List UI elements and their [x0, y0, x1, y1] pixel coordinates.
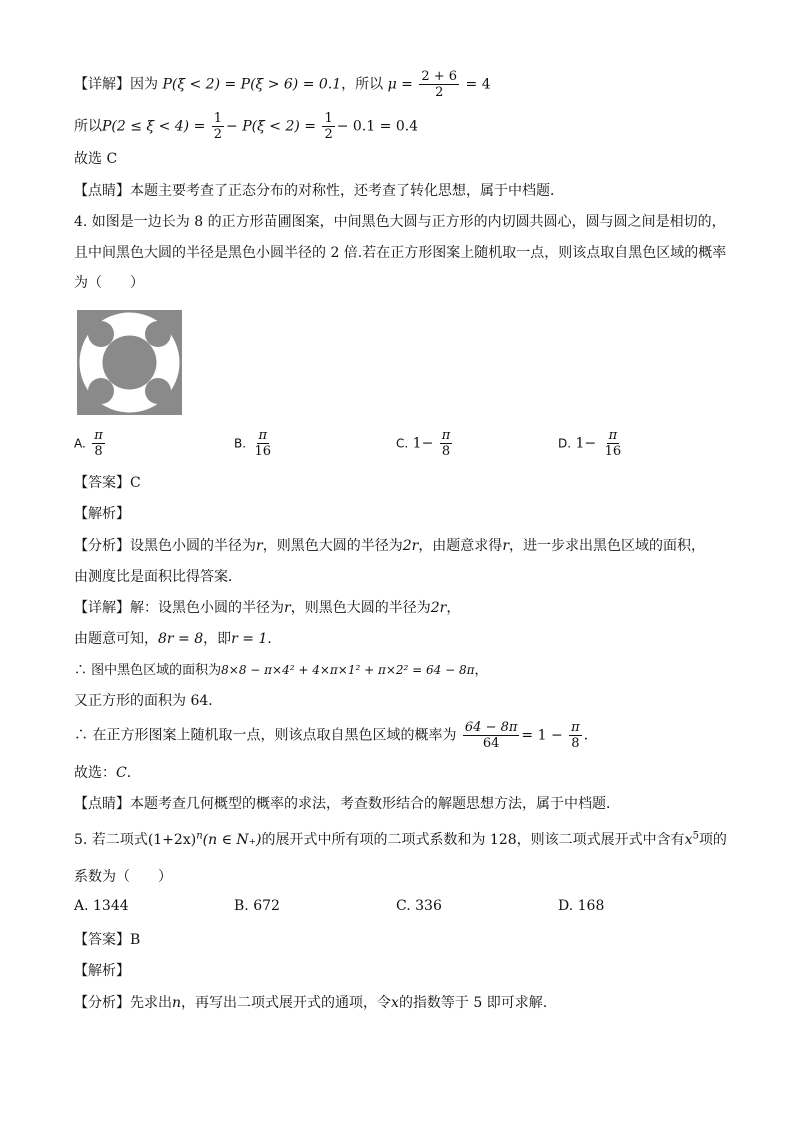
- comment-text: 本题主要考查了正态分布的对称性，还考查了转化思想，属于中档题．: [130, 183, 564, 199]
- option-b[interactable]: B. 672: [234, 898, 280, 914]
- question-4-line-1: 4. 如图是一边长为 8 的正方形苗圃图案，中间黑色大圆与正方形的内切圆共圆心，圆与圆之间是相切的，: [74, 214, 726, 230]
- garden-figure: [77, 310, 182, 415]
- choose-4-line: 故选：C．: [74, 765, 141, 781]
- detail-text: 因为: [130, 76, 158, 93]
- formula: − 0.1 = 0.4: [336, 118, 419, 135]
- comment-4-line: 【点睛】本题考查几何概型的概率的求法，考查数形结合的解题思想方法，属于中档题．: [74, 796, 620, 812]
- option-d[interactable]: D. 168: [558, 898, 605, 914]
- fraction: $\frac{1}{2}$: [324, 111, 333, 142]
- detail-4-line-3: ∴ 图中黑色区域的面积为8×8 − π×4² + 4×π×1² + π×2² = 64 − 8π，: [74, 663, 488, 678]
- formula: P(2 ≤ ξ < 4) =: [102, 118, 206, 135]
- choose-line: 故选 C: [74, 151, 118, 167]
- formula: μ =: [387, 76, 413, 93]
- comment-tag: 【点睛】: [74, 183, 130, 199]
- option-a[interactable]: A. $\frac{\pi}{8}$: [74, 428, 103, 459]
- analysis-tag: 【解析】: [74, 506, 130, 522]
- option-d[interactable]: D. 1− $\frac{\pi}{16}$: [558, 428, 622, 459]
- detail-text: 所以: [74, 118, 102, 135]
- detail-line-2: [74, 111, 734, 142]
- formula: = 4: [465, 76, 491, 93]
- large-black-circle: [103, 336, 157, 390]
- detail-4-line-5: ∴ 在正方形图案上随机取一点，则该点取自黑色区域的概率为 $\frac{64 - 8\pi}{64}$ = 1 − $\frac{\pi}{8}$ ．: [74, 720, 598, 751]
- analysis-5-line: 【分析】先求出n，再写出二项式展开式的通项，令x的指数等于 5 即可求解.: [74, 995, 548, 1011]
- small-black-circle: [88, 378, 114, 404]
- question-5-line-1: 5. 若二项式$(1+2x)^n(n$ ∈ N₊)的展开式中所有项的二项式系数和为 128，则该二项式展开式中含有$x^5$项的: [74, 830, 727, 848]
- detail-4-line-2: 由题意可知，8r = 8，即r = 1．: [74, 631, 282, 647]
- analysis-line-1: 【分析】设黑色小圆的半径为r，则黑色大圆的半径为2r，由题意求得r，进一步求出黑色区域的面积，: [74, 538, 706, 554]
- option-a[interactable]: A. 1344: [74, 898, 129, 914]
- fraction: $\frac{2 + 6}{2}$: [421, 69, 458, 100]
- option-c[interactable]: C. 336: [396, 898, 442, 914]
- detail-tag: 【详解】: [74, 76, 130, 93]
- detail-4-line-4: 又正方形的面积为 64．: [74, 693, 223, 709]
- question-4-line-3: 为（ ）: [74, 275, 144, 291]
- formula: − P(ξ < 2) =: [226, 118, 317, 135]
- option-b[interactable]: B. $\frac{\pi}{16}$: [234, 428, 272, 459]
- option-c[interactable]: C. 1− $\frac{\pi}{8}$: [396, 428, 451, 459]
- analysis-line-2: 由测度比是面积比得答案．: [74, 569, 242, 585]
- small-black-circle: [145, 321, 171, 347]
- formula: P(ξ < 2) = P(ξ > 6) = 0.1: [162, 76, 342, 93]
- small-black-circle: [145, 378, 171, 404]
- question-5-options: [74, 898, 734, 920]
- question-5-line-2: 系数为（ ）: [74, 869, 172, 885]
- analysis-5-tag: 【解析】: [74, 963, 130, 979]
- fraction: $\frac{1}{2}$: [213, 111, 223, 142]
- detail-text: ，所以: [341, 76, 384, 93]
- question-4-line-2: 且中间黑色大圆的半径是黑色小圆半径的 2 倍.若在正方形图案上随机取一点，则该点取自黑色区域的概率: [74, 245, 727, 261]
- detail-4-line-1: 【详解】解：设黑色小圆的半径为r，则黑色大圆的半径为2r，: [74, 600, 461, 616]
- small-black-circle: [88, 321, 114, 347]
- question-4-options: [74, 428, 734, 468]
- answer-value: C: [130, 475, 141, 491]
- comment-line: [74, 180, 734, 202]
- detail-line-1: [74, 69, 734, 100]
- answer-line: 【答案】C: [74, 475, 141, 491]
- answer-5-line: 【答案】B: [74, 932, 141, 948]
